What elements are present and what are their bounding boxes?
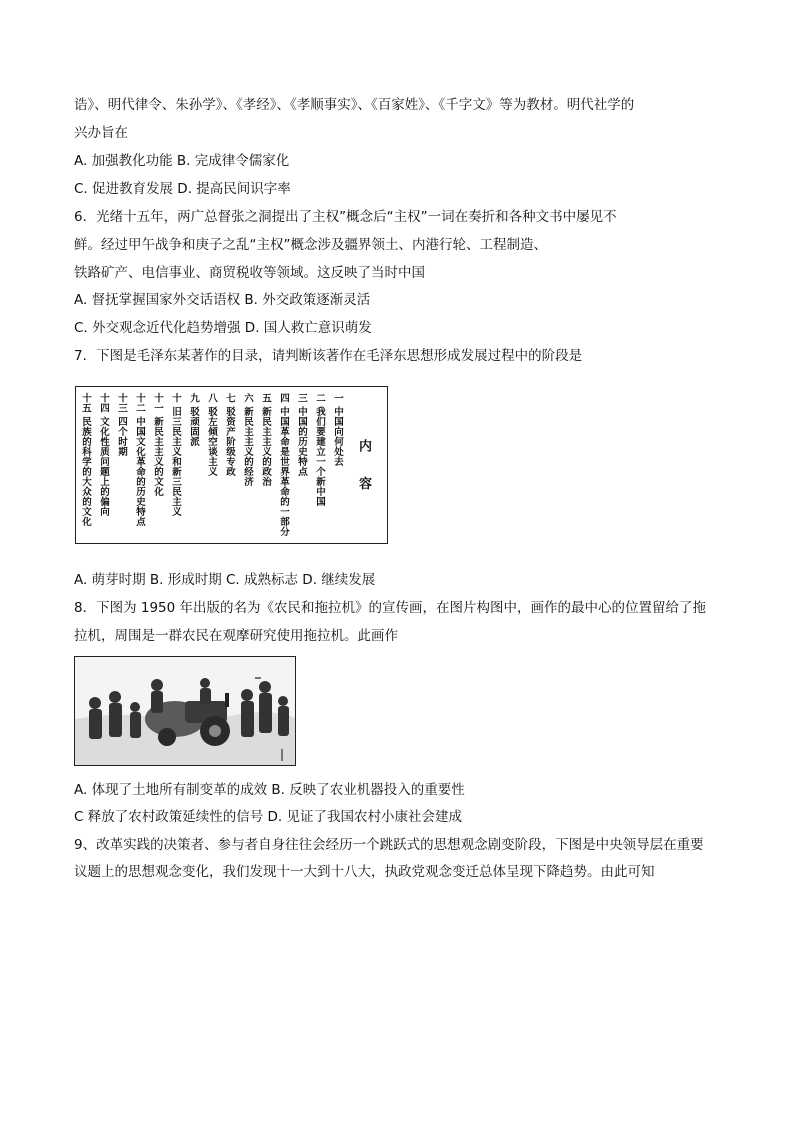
q6-options-cd: C. 外交观念近代化趋势增强 D. 国人救亡意识萌发 xyxy=(74,320,372,336)
q6-stem-line1: 6．光绪十五年，两广总督张之洞提出了主权”概念后“主权”一词在奏折和各种文书中屡见不 xyxy=(74,209,617,225)
q8-poster-image xyxy=(74,656,296,766)
q8-stem-line1: 8．下图为 1950 年出版的名为《农民和拖拉机》的宣传画，在图片构图中，画作的最中心的位置留给了拖 xyxy=(74,600,707,616)
toc-item: 六 新民主主义的经济 xyxy=(242,393,253,487)
q5-options-ab: A. 加强教化功能 B. 完成律令儒家化 xyxy=(74,153,290,169)
toc-heading: 内 容 xyxy=(356,439,371,500)
toc-item: 四 中国革命是世界革命的一部分 xyxy=(278,393,289,537)
toc-item: 十 旧三民主义和新三民主义 xyxy=(170,393,181,517)
q8-options-cd: C 释放了农村政策延续性的信号 D. 见证了我国农村小康社会建成 xyxy=(74,809,462,825)
toc-item: 二 我们要建立一个新中国 xyxy=(314,393,325,507)
q7-stem: 7．下图是毛泽东某著作的目录，请判断该著作在毛泽东思想形成发展过程中的阶段是 xyxy=(74,348,583,364)
q7-toc-figure xyxy=(75,386,388,544)
toc-item: 十五 民族的科学的大众的文化 xyxy=(80,393,91,527)
toc-item: 十一 新民主主义的文化 xyxy=(152,393,163,497)
toc-item: 八 驳左倾空谈主义 xyxy=(206,393,217,477)
q6-options-ab: A. 督抚掌握国家外交话语权 B. 外交政策逐渐灵活 xyxy=(74,292,371,308)
toc-item: 七 驳资产阶级专政 xyxy=(224,393,235,477)
toc-item: 十四 文化性质问题上的偏向 xyxy=(98,393,109,517)
toc-item: 九 驳顽固派 xyxy=(188,393,199,447)
q9-stem-line1: 9、改革实践的决策者、参与者自身往往会经历一个跳跃式的思想观念剧变阶段，下图是中央领导层在重要 xyxy=(74,837,704,853)
toc-item: 一 中国向何处去 xyxy=(332,393,343,467)
q7-options: A. 萌芽时期 B. 形成时期 C. 成熟标志 D. 继续发展 xyxy=(74,572,376,588)
q6-stem-line2: 鲜。经过甲午战争和庚子之乱“主权”概念涉及疆界领土、内港行轮、工程制造、 xyxy=(74,237,547,253)
q8-stem-line2: 拉机，周围是一群农民在观摩研究使用拖拉机。此画作 xyxy=(74,628,398,644)
toc-item: 五 新民主主义的政治 xyxy=(260,393,271,487)
q5-options-cd: C. 促进教育发展 D. 提高民间识字率 xyxy=(74,181,291,197)
toc-item: 十二 中国文化革命的历史特点 xyxy=(134,393,145,527)
poster-sketch xyxy=(75,657,296,766)
q9-stem-line2: 议题上的思想观念变化，我们发现十一大到十八大，执政党观念变迁总体呈现下降趋势。由此可知 xyxy=(74,864,655,880)
q8-options-ab: A. 体现了土地所有制变革的成效 B. 反映了农业机器投入的重要性 xyxy=(74,782,465,798)
q5-stem-line1: 诰》、明代律令、朱孙学》、《孝经》、《孝顺事实》、《百家姓》、《千字文》等为教材。明代社学的 xyxy=(74,97,635,113)
q5-stem-line2: 兴办旨在 xyxy=(74,125,128,141)
toc-item: 三 中国的历史特点 xyxy=(296,393,307,477)
toc-item: 十三 四个时期 xyxy=(116,393,127,457)
q6-stem-line3: 铁路矿产、电信事业、商贸税收等领域。这反映了当时中国 xyxy=(74,265,425,281)
